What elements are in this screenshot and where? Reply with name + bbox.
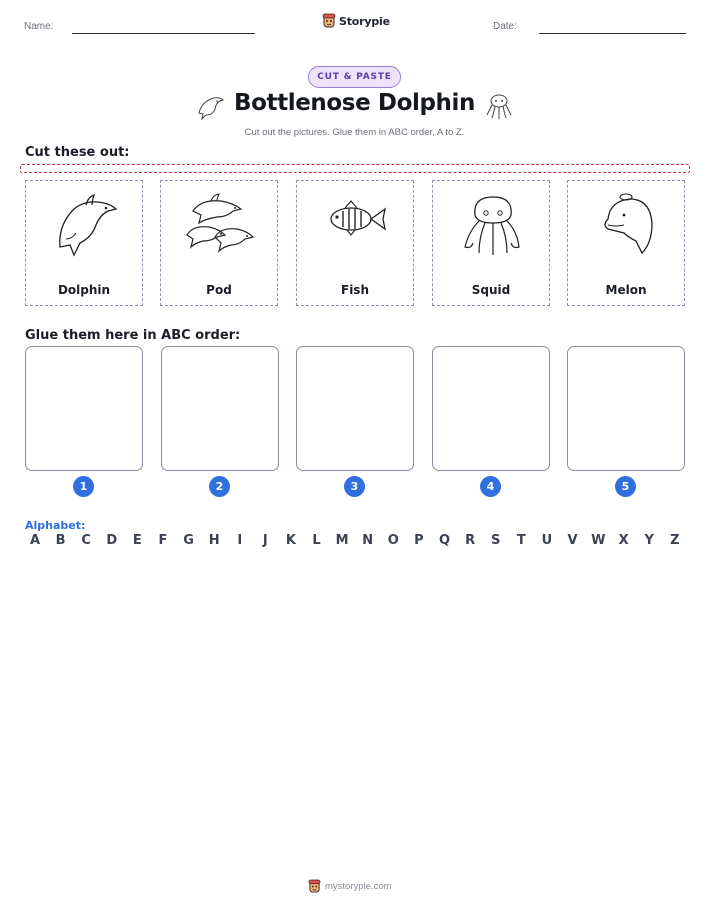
glue-box-2[interactable] [161,346,279,471]
squid-icon [453,189,531,259]
alphabet-row [28,533,682,548]
alphabet-letter: Q [438,533,451,548]
squid-icon [484,91,514,121]
glue-box-4[interactable] [432,346,550,471]
cut-paste-badge: CUT & PASTE [308,66,401,88]
alphabet-letter: V [567,533,578,548]
name-label: Name: [24,21,54,32]
alphabet-letter: D [106,533,118,548]
card-label: Squid [471,283,511,297]
date-label: Date: [493,21,517,32]
storypie-mascot-icon [322,13,336,29]
brand-logo [322,13,390,29]
alphabet-letter: S [491,533,501,548]
alphabet-letter: U [541,533,553,548]
alphabet-letter: G [183,533,194,548]
brand-name: Storypie [339,14,390,28]
alphabet-letter: W [591,533,606,548]
card-label: Fish [341,283,369,297]
alphabet-letter: E [132,533,142,548]
alphabet-letter: B [55,533,66,548]
alphabet-letter: H [208,533,220,548]
card-label: Pod [206,283,232,297]
card-label: Dolphin [57,283,111,297]
dolphin-melon-icon [588,189,666,259]
fish-icon [317,189,395,259]
instructions: Cut out the pictures. Glue them in ABC order, A to Z. [244,127,465,138]
cut-card-melon[interactable] [567,180,685,306]
glue-section-title: Glue them here in ABC order: [25,328,241,343]
name-line[interactable] [72,33,255,34]
alphabet-letter: Z [670,533,680,548]
alphabet-letter: J [262,533,268,548]
alphabet-letter: R [465,533,476,548]
cut-line [20,164,690,173]
slot-number-3: 3 [344,476,365,497]
alphabet-letter: O [387,533,399,548]
alphabet-letter: X [618,533,629,548]
dolphin-icon [46,189,124,259]
footer [308,879,392,894]
alphabet-letter: K [285,533,296,548]
cut-section-title: Cut these out: [25,145,130,160]
alphabet-letter: T [516,533,526,548]
alphabet-letter: F [158,533,168,548]
alphabet-letter: L [312,533,321,548]
glue-box-5[interactable] [567,346,685,471]
slot-number-4: 4 [480,476,501,497]
page-title: Bottlenose Dolphin [234,90,475,116]
cut-card-dolphin[interactable] [25,180,143,306]
slot-number-2: 2 [209,476,230,497]
alphabet-letter: N [362,533,374,548]
alphabet-letter: A [29,533,41,548]
footer-url[interactable]: mystorypie.com [325,881,392,892]
dolphin-pod-icon [181,189,259,259]
slot-number-1: 1 [73,476,94,497]
alphabet-title: Alphabet: [25,519,86,532]
alphabet-letter: I [237,533,243,548]
cut-card-fish[interactable] [296,180,414,306]
alphabet-letter: Y [644,533,654,548]
date-line[interactable] [539,33,686,34]
alphabet-letter: C [81,533,91,548]
storypie-mascot-icon [308,879,321,894]
slot-number-5: 5 [615,476,636,497]
cut-card-squid[interactable] [432,180,550,306]
alphabet-letter: M [335,533,349,548]
alphabet-letter: P [414,533,424,548]
glue-box-3[interactable] [296,346,414,471]
glue-box-1[interactable] [25,346,143,471]
card-label: Melon [605,283,647,297]
cut-card-pod[interactable] [160,180,278,306]
